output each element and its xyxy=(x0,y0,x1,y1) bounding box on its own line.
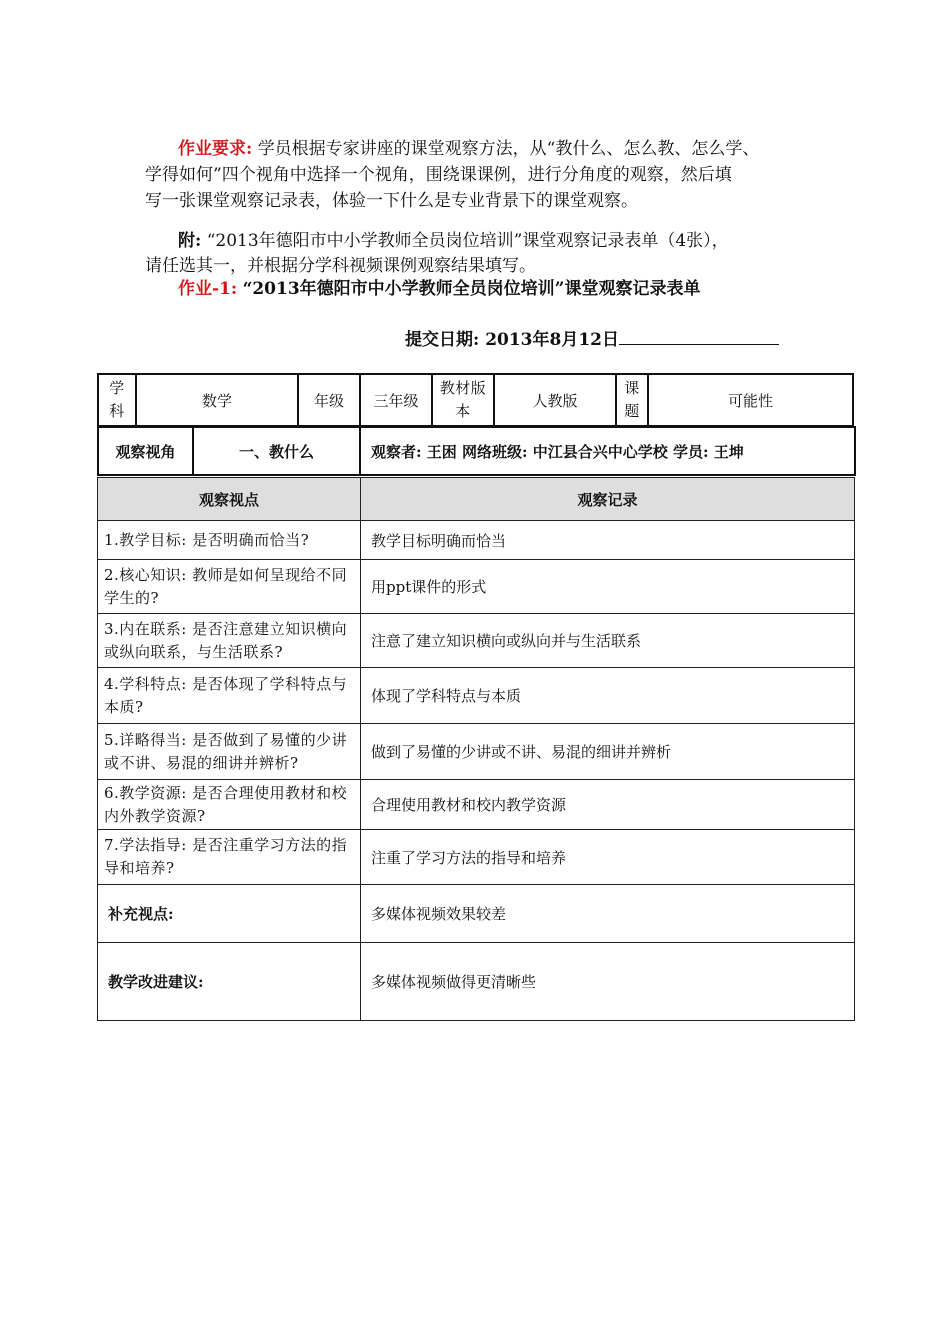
edition-value: 人教版 xyxy=(494,374,616,426)
homework-title: “2013年德阳市中小学教师全员岗位培训”课堂观察记录表单 xyxy=(242,279,701,299)
observation-table xyxy=(97,477,855,1021)
table-row xyxy=(98,668,855,724)
attachment-text-1: “2013年德阳市中小学教师全员岗位培训”课堂观察记录表单（4张）， xyxy=(206,231,729,251)
requirement-line-2: 学得如何”四个视角中选择一个视角，围绕课课例，进行分角度的观察，然后填 xyxy=(145,165,732,185)
row-point: 3.内在联系: 是否注意建立知识横向或纵向联系，与生活联系? xyxy=(98,614,361,668)
homework-title-line xyxy=(178,276,858,302)
edition-label: 教材版本 xyxy=(432,374,494,426)
submit-date-line xyxy=(405,326,825,353)
row-point: 5.详略得当: 是否做到了易懂的少讲或不讲、易混的细讲并辨析? xyxy=(98,724,361,780)
table-row xyxy=(98,724,855,780)
observer-table xyxy=(97,426,856,476)
supplement-value: 多媒体视频效果较差 xyxy=(361,885,855,943)
requirement-line-1 xyxy=(178,136,858,162)
topic-label: 课题 xyxy=(616,374,648,426)
observer-info: 观察者: 王困 网络班级: 中江县合兴中心学校 学员: 王坤 xyxy=(360,427,855,475)
attachment-label: 附: xyxy=(178,231,202,251)
requirement-line-3: 写一张课堂观察记录表，体验一下什么是专业背景下的课堂观察。 xyxy=(145,191,638,211)
column-header-row xyxy=(98,478,855,521)
signature-blank xyxy=(619,326,779,345)
angle-label: 观察视角 xyxy=(98,427,193,475)
subject-value: 数学 xyxy=(136,374,298,426)
subject-label: 学科 xyxy=(98,374,136,426)
column-header-point: 观察视点 xyxy=(98,478,361,521)
suggestion-value: 多媒体视频做得更清晰些 xyxy=(361,943,855,1021)
attachment-line-2: 请任选其一，并根据分学科视频课例观察结果填写。 xyxy=(145,256,536,276)
row-record: 体现了学科特点与本质 xyxy=(361,668,855,724)
row-record: 教学目标明确而恰当 xyxy=(361,521,855,560)
homework-label: 作业-1: xyxy=(178,279,238,299)
submit-date: 提交日期: 2013年8月12日 xyxy=(405,330,619,350)
row-record: 合理使用教材和校内教学资源 xyxy=(361,780,855,830)
suggestion-label: 教学改进建议: xyxy=(98,943,361,1021)
grade-label: 年级 xyxy=(298,374,360,426)
grade-value: 三年级 xyxy=(360,374,432,426)
row-record: 注意了建立知识横向或纵向并与生活联系 xyxy=(361,614,855,668)
row-record: 注重了学习方法的指导和培养 xyxy=(361,830,855,885)
column-header-record: 观察记录 xyxy=(361,478,855,521)
header-table xyxy=(97,373,854,427)
row-point: 2.核心知识: 教师是如何呈现给不同学生的? xyxy=(98,560,361,614)
table-row xyxy=(98,614,855,668)
row-point: 6.教学资源: 是否合理使用教材和校内外教学资源? xyxy=(98,780,361,830)
table-row xyxy=(98,780,855,830)
requirement-label: 作业要求: xyxy=(178,139,253,159)
supplement-row xyxy=(98,885,855,943)
table-row xyxy=(98,560,855,614)
supplement-label: 补充视点: xyxy=(98,885,361,943)
angle-value: 一、教什么 xyxy=(193,427,360,475)
suggestion-row xyxy=(98,943,855,1021)
attachment-line-1 xyxy=(178,228,858,254)
requirement-text-1: 学员根据专家讲座的课堂观察方法，从“教什么、怎么教、怎么学、 xyxy=(257,139,760,159)
row-record: 用ppt课件的形式 xyxy=(361,560,855,614)
row-record: 做到了易懂的少讲或不讲、易混的细讲并辨析 xyxy=(361,724,855,780)
row-point: 1.教学目标: 是否明确而恰当? xyxy=(98,521,361,560)
row-point: 7.学法指导: 是否注重学习方法的指导和培养? xyxy=(98,830,361,885)
table-row xyxy=(98,830,855,885)
row-point: 4.学科特点: 是否体现了学科特点与本质? xyxy=(98,668,361,724)
topic-value: 可能性 xyxy=(648,374,853,426)
table-row xyxy=(98,521,855,560)
